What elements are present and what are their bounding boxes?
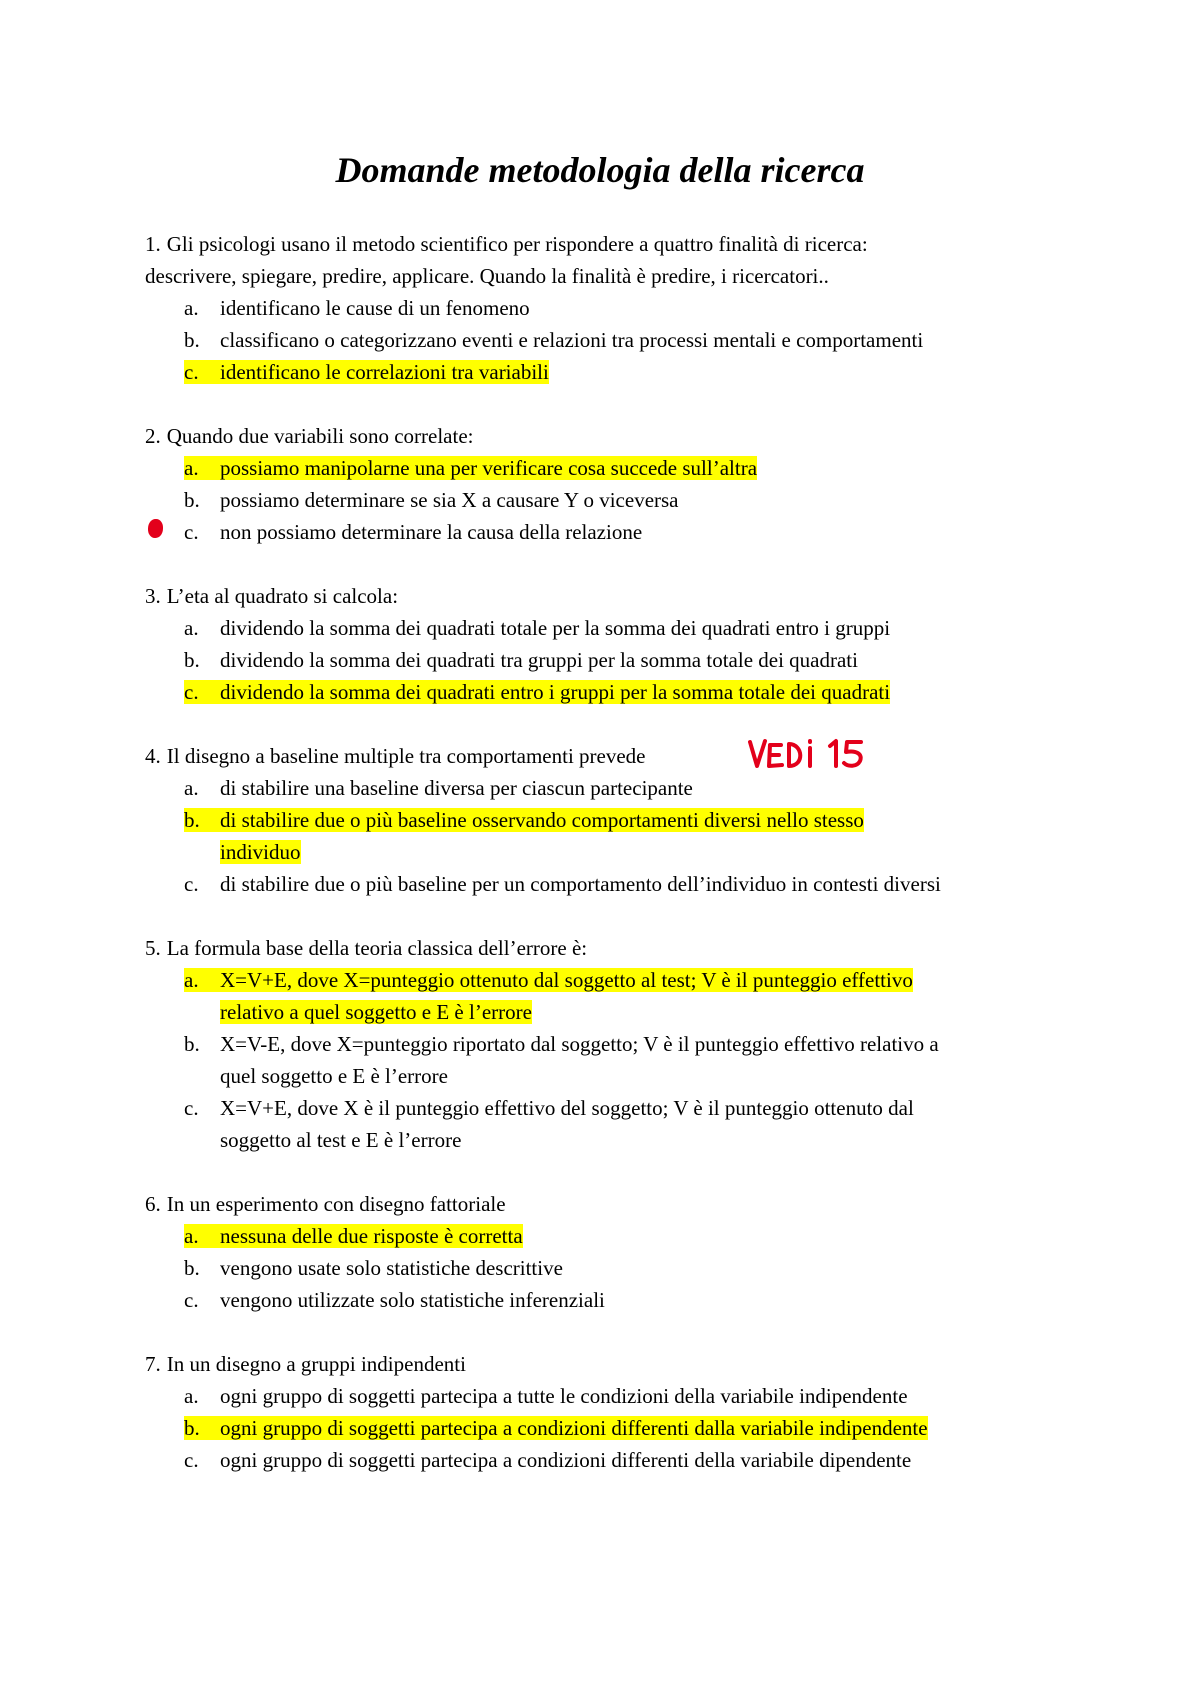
option-letter: a. — [184, 296, 199, 320]
question-7-option-a — [184, 1380, 908, 1412]
question-6-option-c — [184, 1284, 605, 1316]
question-4-text — [145, 740, 646, 772]
question-number: 7. — [145, 1352, 161, 1376]
option-letter: c. — [184, 680, 199, 704]
question-5-option-a — [184, 964, 913, 996]
option-text: dividendo la somma dei quadrati totale per la somma dei quadrati entro i gruppi — [220, 616, 891, 640]
option-text: di stabilire una baseline diversa per ciascun partecipante — [220, 776, 693, 800]
question-5-option-b — [184, 1028, 939, 1060]
option-letter: b. — [184, 328, 200, 352]
option-text-highlighted: di stabilire due o più baseline osservando comportamenti diversi nello stesso — [220, 808, 864, 832]
question-6-option-a — [184, 1220, 523, 1252]
question-number: 1. — [145, 232, 161, 256]
option-letter: b. — [184, 488, 200, 512]
question-4-option-b-continuation — [220, 836, 301, 868]
question-4-option-c — [184, 868, 941, 900]
option-text: vengono utilizzate solo statistiche inferenziali — [220, 1288, 605, 1312]
option-text: classificano o categorizzano eventi e relazioni tra processi mentali e comportamenti — [220, 328, 924, 352]
option-text: ogni gruppo di soggetti partecipa a condizioni differenti della variabile dipendente — [220, 1448, 912, 1472]
option-text: dividendo la somma dei quadrati tra gruppi per la somma totale dei quadrati — [220, 648, 858, 672]
option-letter: a. — [184, 776, 199, 800]
question-line: La formula base della teoria classica dell’errore è: — [166, 936, 588, 960]
option-text: ogni gruppo di soggetti partecipa a tutte le condizioni della variabile indipendente — [220, 1384, 908, 1408]
option-text-highlighted: nessuna delle due risposte è corretta — [220, 1224, 523, 1248]
option-letter: b. — [184, 1416, 200, 1440]
option-letter: a. — [184, 616, 199, 640]
option-letter: b. — [184, 1256, 200, 1280]
option-text: non possiamo determinare la causa della relazione — [220, 520, 643, 544]
option-text-highlighted: dividendo la somma dei quadrati entro i gruppi per la somma totale dei quadrati — [220, 680, 891, 704]
handwritten-note-vedi-15 — [748, 736, 868, 772]
question-line: In un esperimento con disegno fattoriale — [166, 1192, 506, 1216]
page-title: Domande metodologia della ricerca — [335, 150, 865, 190]
question-number: 2. — [145, 424, 161, 448]
question-4-option-a — [184, 772, 693, 804]
question-line: In un disegno a gruppi indipendenti — [166, 1352, 466, 1376]
option-letter: a. — [184, 968, 199, 992]
question-5-text — [145, 932, 587, 964]
question-2-option-b — [184, 484, 679, 516]
option-text: di stabilire due o più baseline per un comportamento dell’individuo in contesti diversi — [220, 872, 941, 896]
question-3-option-b — [184, 644, 858, 676]
option-letter: c. — [184, 1096, 199, 1120]
option-text: identificano le cause di un fenomeno — [220, 296, 530, 320]
option-letter: c. — [184, 872, 199, 896]
question-3-option-c — [184, 676, 890, 708]
question-line: L’eta al quadrato si calcola: — [166, 584, 399, 608]
question-line: Quando due variabili sono correlate: — [166, 424, 474, 448]
option-letter: a. — [184, 1224, 199, 1248]
option-letter: c. — [184, 360, 199, 384]
question-7-text — [145, 1348, 466, 1380]
question-7-option-c — [184, 1444, 911, 1476]
question-3-option-a — [184, 612, 890, 644]
question-line: Gli psicologi usano il metodo scientifico per rispondere a quattro finalità di ricerca: — [166, 232, 868, 256]
option-text-highlighted: identificano le correlazioni tra variabili — [220, 360, 549, 384]
option-text-highlighted: possiamo manipolarne una per verificare cosa succede sull’altra — [220, 456, 758, 480]
question-1-text — [145, 228, 868, 260]
question-number: 4. — [145, 744, 161, 768]
question-4-option-b — [184, 804, 864, 836]
question-3-text — [145, 580, 398, 612]
question-5-option-c-continuation: soggetto al test e E è l’errore — [220, 1128, 462, 1152]
option-text: X=V+E, dove X è il punteggio effettivo del soggetto; V è il punteggio ottenuto dal — [220, 1096, 914, 1120]
option-text-highlighted: ogni gruppo di soggetti partecipa a condizioni differenti dalla variabile indipendente — [220, 1416, 928, 1440]
option-letter: b. — [184, 1032, 200, 1056]
question-1-option-b — [184, 324, 923, 356]
question-1-option-c — [184, 356, 549, 388]
option-text-highlighted: individuo — [220, 840, 301, 864]
question-number: 6. — [145, 1192, 161, 1216]
option-text-highlighted: X=V+E, dove X=punteggio ottenuto dal soggetto al test; V è il punteggio effettivo — [220, 968, 913, 992]
question-number: 3. — [145, 584, 161, 608]
question-1-text-line-2: descrivere, spiegare, predire, applicare. Quando la finalità è predire, i ricercatori.. — [145, 264, 829, 288]
question-number: 5. — [145, 936, 161, 960]
option-text: X=V-E, dove X=punteggio riportato dal soggetto; V è il punteggio effettivo relativo a — [220, 1032, 939, 1056]
red-dot-mark-icon — [148, 519, 163, 538]
option-text: possiamo determinare se sia X a causare Y o viceversa — [220, 488, 679, 512]
question-2-text — [145, 420, 473, 452]
question-6-text — [145, 1188, 506, 1220]
question-5-option-a-continuation — [220, 996, 532, 1028]
option-text-highlighted: relativo a quel soggetto e E è l’errore — [220, 1000, 532, 1024]
question-1-option-a — [184, 292, 530, 324]
option-letter: b. — [184, 648, 200, 672]
question-6-option-b — [184, 1252, 563, 1284]
question-2-option-a — [184, 452, 757, 484]
option-letter: b. — [184, 808, 200, 832]
option-letter: a. — [184, 1384, 199, 1408]
option-letter: c. — [184, 520, 199, 544]
option-letter: c. — [184, 1448, 199, 1472]
question-2-option-c — [184, 516, 642, 548]
option-text: vengono usate solo statistiche descrittive — [220, 1256, 563, 1280]
question-5-option-c — [184, 1092, 914, 1124]
question-line: Il disegno a baseline multiple tra comportamenti prevede — [166, 744, 646, 768]
question-7-option-b — [184, 1412, 928, 1444]
option-letter: a. — [184, 456, 199, 480]
option-letter: c. — [184, 1288, 199, 1312]
question-5-option-b-continuation: quel soggetto e E è l’errore — [220, 1064, 448, 1088]
